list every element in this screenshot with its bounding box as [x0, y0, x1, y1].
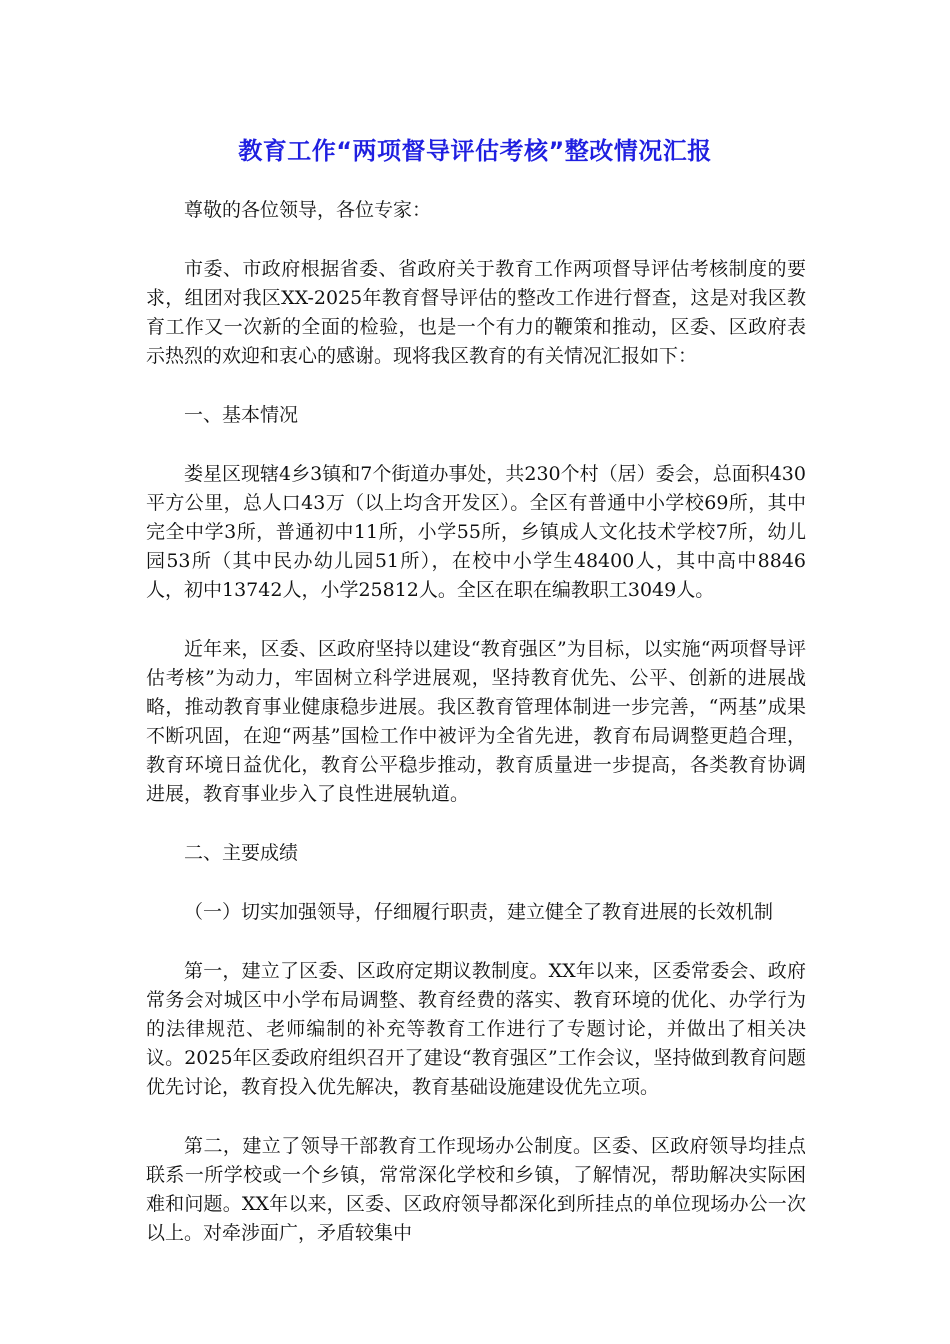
second-point-paragraph: 第二，建立了领导干部教育工作现场办公制度。区委、区政府领导均挂点联系一所学校或一个乡镇，常常深化学校和乡镇，了解情况，帮助解决实际困难和问题。XX年以来，区委、区政府领导都深化到所挂点的单位现场办公一次以上。对牵涉面广，矛盾较集中 — [146, 1135, 806, 1244]
document-body — [146, 196, 806, 1278]
first-point-paragraph: 第一，建立了区委、区政府定期议教制度。XX年以来，区委常委会、政府常务会对城区中小学布局调整、教育经费的落实、教育环境的优化、办学行为的法律规范、老师编制的补充等教育工作进行了专题讨论，并做出了相关决议。2025年区委政府组织召开了建设“教育强区”工作会议，坚持做到教育问题优先讨论，教育投入优先解决，教育基础设施建设优先立项。 — [146, 960, 806, 1098]
basic-situation-paragraph: 娄星区现辖4乡3镇和7个街道办事处，共230个村（居）委会，总面积430平方公里，总人口43万（以上均含开发区）。全区有普通中小学校69所，其中完全中学3所，普通初中11所，小学55所，乡镇成人文化技术学校7所，幼儿园53所（其中民办幼儿园51所），在校中小学生48400人，其中高中8846人，初中13742人，小学25812人。全区在职在编教职工3049人。 — [146, 463, 806, 601]
intro-paragraph: 市委、市政府根据省委、省政府关于教育工作两项督导评估考核制度的要求，组团对我区XX-2025年教育督导评估的整改工作进行督查，这是对我区教育工作又一次新的全面的检验，也是一个有力的鞭策和推动，区委、区政府表示热烈的欢迎和衷心的感谢。现将我区教育的有关情况汇报如下： — [146, 258, 806, 367]
document-title: 教育工作“两项督导评估考核”整改情况汇报 — [238, 137, 712, 165]
subsection-heading-1: （一）切实加强领导，仔细履行职责，建立健全了教育进展的长效机制 — [184, 901, 774, 923]
section-heading-basic-situation: 一、基本情况 — [184, 404, 299, 426]
salutation-paragraph: 尊敬的各位领导，各位专家： — [184, 199, 432, 221]
section-heading-achievements: 二、主要成绩 — [184, 842, 299, 864]
recent-years-paragraph: 近年来，区委、区政府坚持以建设“教育强区”为目标，以实施“两项督导评估考核”为动力，牢固树立科学进展观，坚持教育优先、公平、创新的进展战略，推动教育事业健康稳步进展。我区教育管理体制进一步完善，“两基”成果不断巩固，在迎“两基”国检工作中被评为全省先进，教育布局调整更趋合理，教育环境日益优化，教育公平稳步推动，教育质量进一步提高，各类教育协调进展，教育事业步入了良性进展轨道。 — [146, 638, 806, 805]
